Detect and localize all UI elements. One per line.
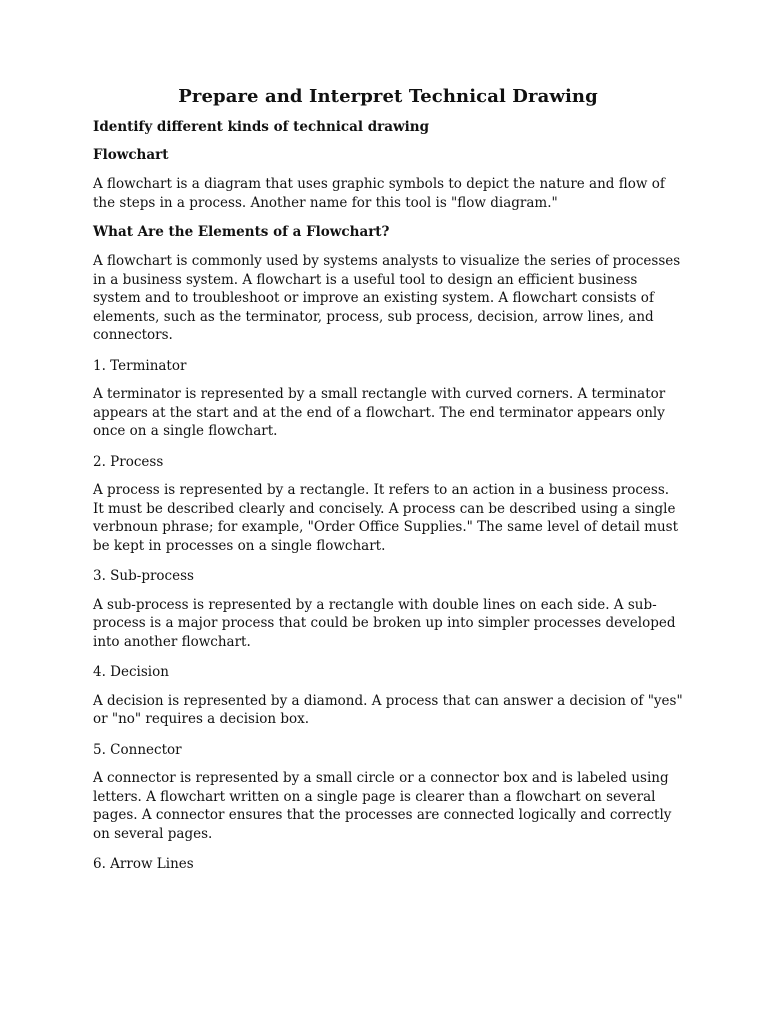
item-label-sub-process: 3. Sub-process: [93, 568, 194, 584]
item-label-decision: 4. Decision: [93, 664, 169, 680]
document-page: [93, 86, 683, 884]
item-text-decision: A decision is represented by a diamond. A process that can answer a decision of "yes" or "no" requires a decision box.: [93, 692, 683, 727]
item-label-arrow-lines: 6. Arrow Lines: [93, 856, 194, 872]
item-label-connector: 5. Connector: [93, 741, 182, 758]
document-title: Prepare and Interpret Technical Drawing: [178, 86, 598, 107]
item-text-sub-process: A sub-process is represented by a rectangle with double lines on each side. A sub- process is a major process that could be broken up into simpler processes developed into another flowchart.: [93, 596, 676, 650]
flowchart-intro-paragraph: A flowchart is a diagram that uses graphic symbols to depict the nature and flow of the steps in a process. Another name for this tool is "flow diagram.": [93, 176, 665, 211]
item-label-terminator: 1. Terminator: [93, 357, 187, 374]
elements-intro-paragraph: A flowchart is commonly used by systems analysts to visualize the series of processes in a business system. A flowchart is a useful tool to design an efficient business system and to troubleshoot or improve an existing system. A flowchart consists of elements, such as the terminator, process, sub process, decision, arrow lines, and connectors.: [93, 253, 681, 343]
item-label-process: 2. Process: [93, 453, 164, 470]
flowchart-heading: Flowchart: [93, 147, 169, 163]
item-text-terminator: A terminator is represented by a small rectangle with curved corners. A terminator appears at the start and at the end of a flowchart. The end terminator appears only once on a single flowchart.: [93, 386, 666, 439]
item-text-connector: A connector is represented by a small circle or a connector box and is labeled using letters. A flowchart written on a single page is clearer than a flowchart on several pages. A connector ensures that the processes are connected logically and correctly on several pages.: [93, 770, 672, 842]
elements-heading: What Are the Elements of a Flowchart?: [93, 224, 390, 240]
section-heading: Identify different kinds of technical drawing: [93, 119, 430, 135]
item-text-process: A process is represented by a rectangle. It refers to an action in a business process. It must be described clearly and concisely. A process can be described using a single verbnoun phrase; for example, "Order Office Supplies." The same level of detail must be kept in processes on a single flowchart.: [93, 482, 679, 554]
